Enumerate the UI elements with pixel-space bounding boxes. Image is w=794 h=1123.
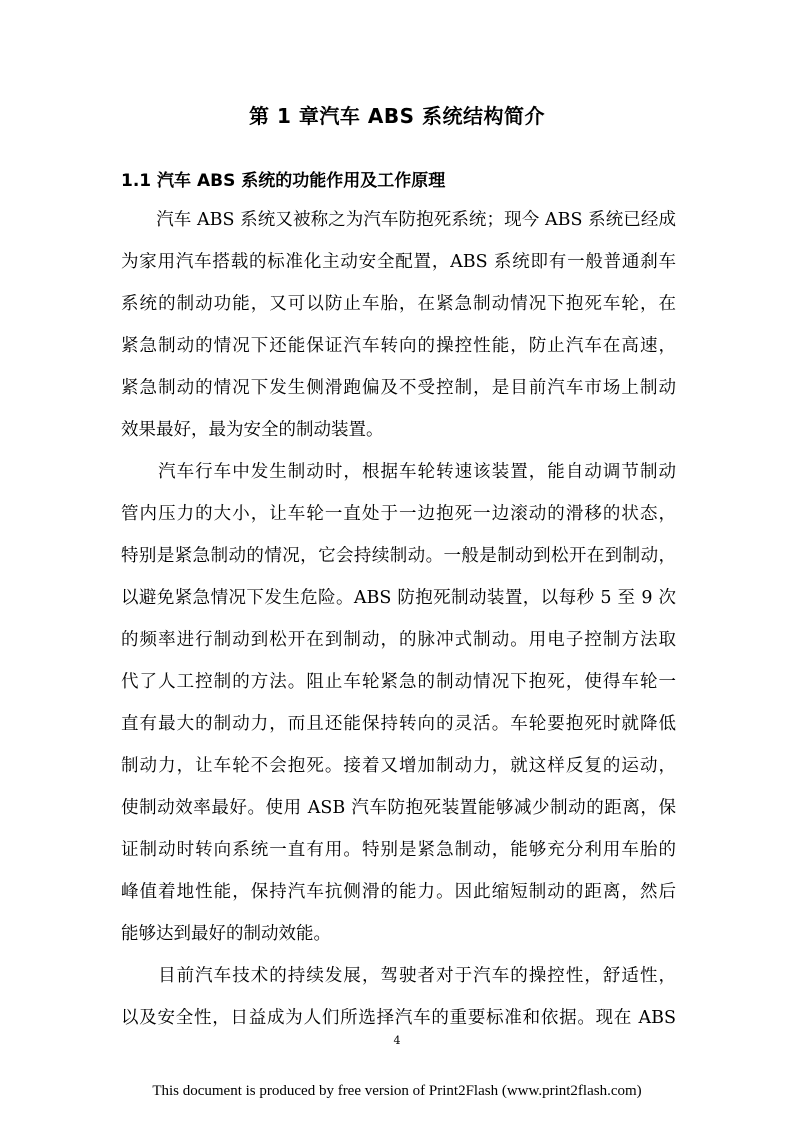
text-line: 使制动效率最好。使用 ASB 汽车防抱死装置能够减少制动的距离，保 <box>121 798 676 818</box>
text-line: 制动力，让车轮不会抱死。接着又增加制动力，就这样反复的运动， <box>121 756 676 776</box>
text-line: 效果最好，最为安全的制动装置。 <box>121 420 384 440</box>
text-line: 为家用汽车搭载的标准化主动安全配置，ABS 系统即有一般普通刹车 <box>121 252 676 272</box>
text-line: 以避免紧急情况下发生危险。ABS 防抱死制动装置，以每秒 5 至 9 次 <box>121 588 676 608</box>
text-line: 以及安全性，日益成为人们所选择汽车的重要标准和依据。现在 ABS <box>121 1008 676 1028</box>
text-line: 紧急制动的情况下还能保证汽车转向的操控性能，防止汽车在高速， <box>121 336 676 356</box>
text-line: 目前汽车技术的持续发展，驾驶者对于汽车的操控性，舒适性， <box>121 966 676 986</box>
text-line: 特别是紧急制动的情况，它会持续制动。一般是制动到松开在到制动， <box>121 546 676 566</box>
text-line: 系统的制动功能，又可以防止车胎，在紧急制动情况下抱死车轮，在 <box>121 294 676 314</box>
text-line: 汽车行车中发生制动时，根据车轮转速该装置，能自动调节制动 <box>121 462 676 482</box>
section-title: 1.1 汽车 ABS 系统的功能作用及工作原理 <box>121 171 446 191</box>
text-line: 证制动时转向系统一直有用。特别是紧急制动，能够充分利用车胎的 <box>121 840 676 860</box>
text-line: 能够达到最好的制动效能。 <box>121 924 331 944</box>
chapter-title: 第 1 章汽车 ABS 系统结构简介 <box>249 104 545 128</box>
page-number: 4 <box>393 1034 401 1047</box>
paragraph-1 <box>121 199 676 451</box>
paragraph-2 <box>121 451 676 955</box>
text-line: 汽车 ABS 系统又被称之为汽车防抱死系统；现今 ABS 系统已经成 <box>121 210 676 230</box>
text-line: 直有最大的制动力，而且还能保持转向的灵活。车轮要抱死时就降低 <box>121 714 676 734</box>
text-line: 的频率进行制动到松开在到制动，的脉冲式制动。用电子控制方法取 <box>121 630 676 650</box>
paragraph-3 <box>121 955 676 1039</box>
text-line: 紧急制动的情况下发生侧滑跑偏及不受控制，是目前汽车市场上制动 <box>121 378 676 398</box>
text-line: 峰值着地性能，保持汽车抗侧滑的能力。因此缩短制动的距离，然后 <box>121 882 676 902</box>
text-line: 代了人工控制的方法。阻止车轮紧急的制动情况下抱死，使得车轮一 <box>121 672 676 692</box>
text-line: 管内压力的大小，让车轮一直处于一边抱死一边滚动的滑移的状态， <box>121 504 676 524</box>
footer-watermark: This document is produced by free version of Print2Flash (www.print2flash.com) <box>152 1083 642 1099</box>
